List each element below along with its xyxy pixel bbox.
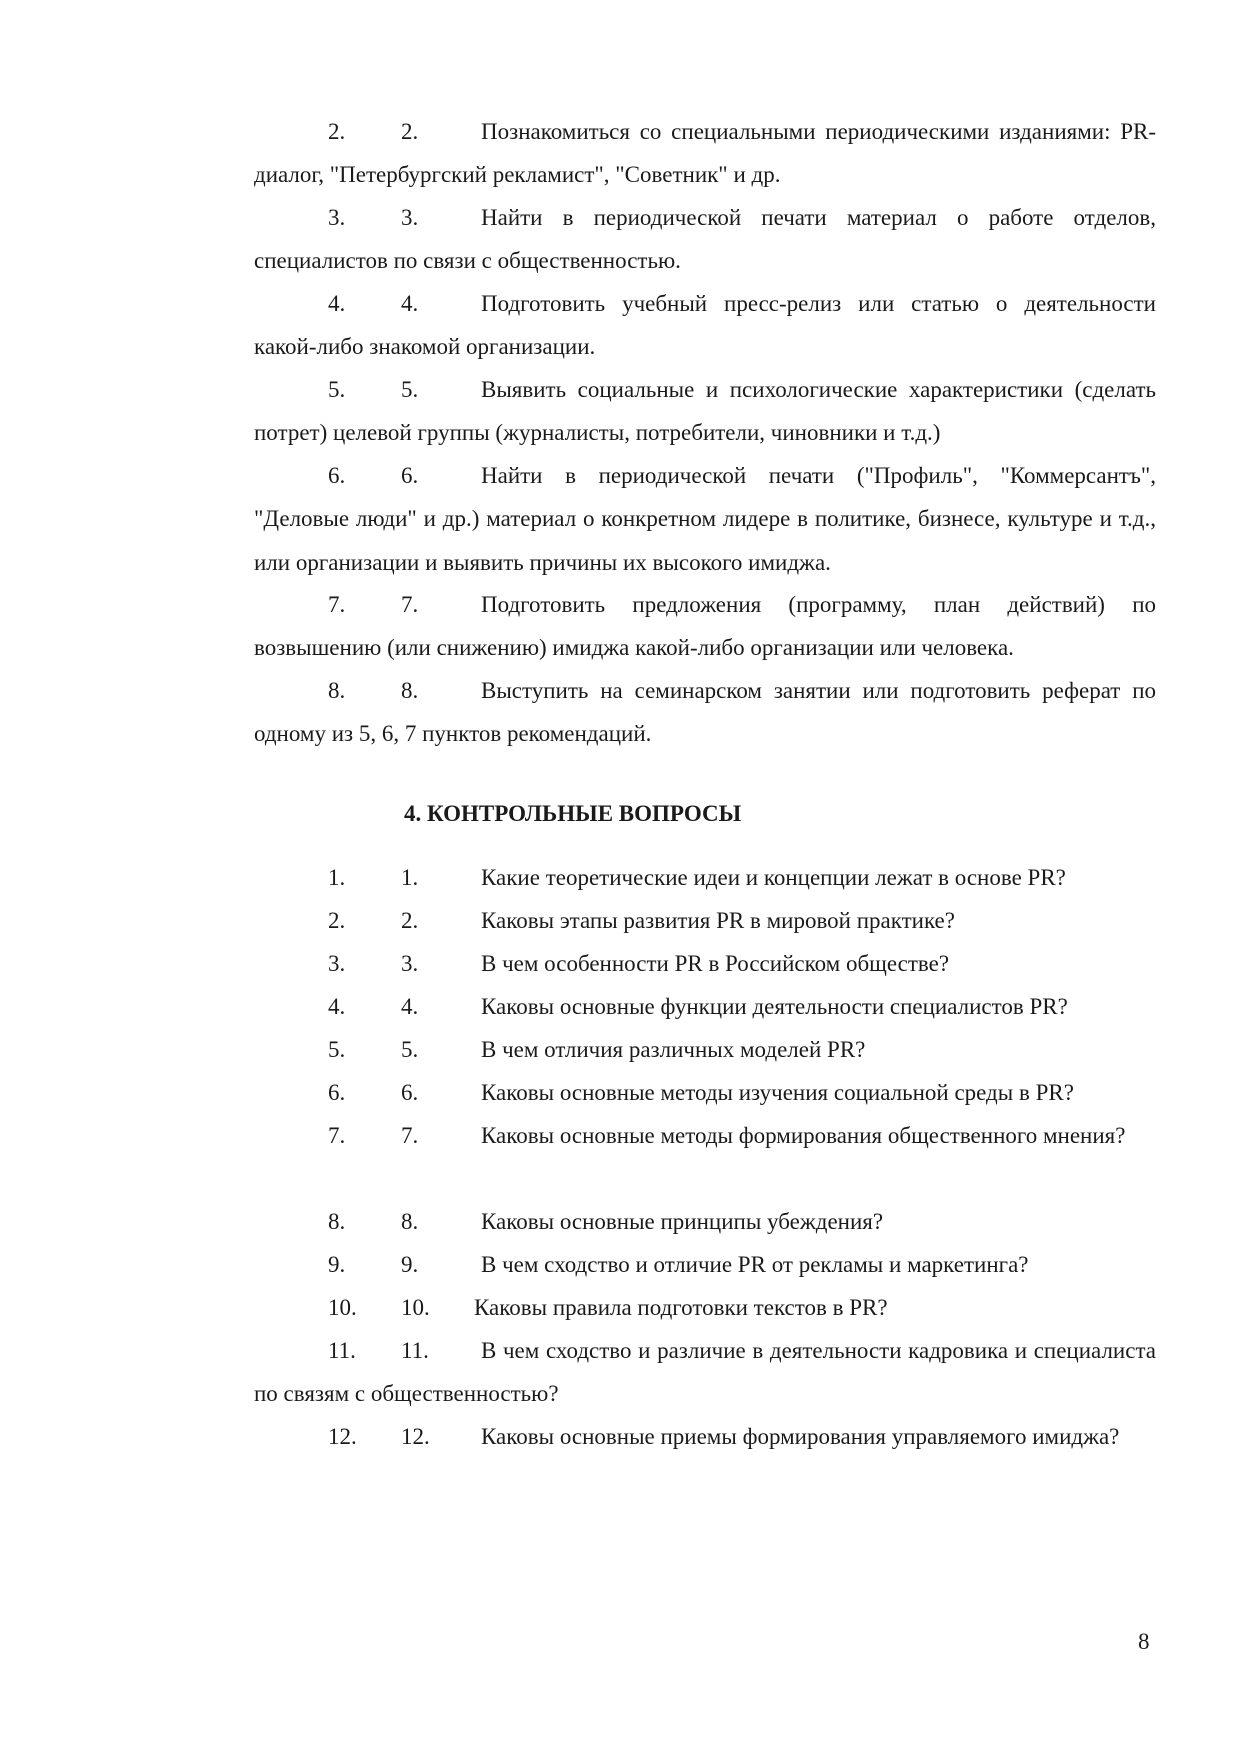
item-subnumber: 6. bbox=[401, 463, 419, 488]
item-number: 5. bbox=[328, 377, 346, 402]
item-text: Найти в периодической печати материал о работе отделов, специалистов по связи с общественностью. bbox=[254, 205, 1156, 274]
item-number: 4. bbox=[328, 291, 346, 316]
recommendation-item-8 bbox=[254, 669, 1156, 756]
item-text: В чем сходство и отличие PR от рекламы и маркетинга? bbox=[481, 1252, 1029, 1277]
item-text: Каковы основные приемы формирования управляемого имиджа? bbox=[481, 1424, 1120, 1449]
question-item-10 bbox=[254, 1286, 1156, 1329]
item-number: 8. bbox=[328, 678, 346, 703]
section-title: 4. КОНТРОЛЬНЫЕ ВОПРОСЫ bbox=[404, 801, 742, 826]
recommendation-item-4 bbox=[254, 282, 1156, 369]
item-text: Каковы правила подготовки текстов в PR? bbox=[474, 1295, 888, 1320]
item-number: 8. bbox=[328, 1209, 346, 1234]
item-text: Подготовить предложения (программу, план действий) по возвышению (или снижению) имиджа какой-либо организации или человека. bbox=[254, 592, 1156, 661]
item-subnumber: 3. bbox=[401, 951, 419, 976]
item-number: 2. bbox=[328, 119, 346, 144]
item-number: 3. bbox=[328, 951, 346, 976]
item-text: В чем особенности PR в Российском обществе? bbox=[481, 951, 950, 976]
item-text: В чем отличия различных моделей PR? bbox=[481, 1037, 866, 1062]
item-subnumber: 3. bbox=[401, 205, 419, 230]
item-subnumber: 4. bbox=[401, 994, 419, 1019]
item-number: 6. bbox=[328, 463, 346, 488]
question-item-6 bbox=[254, 1071, 1156, 1114]
item-subnumber: 1. bbox=[401, 865, 419, 890]
question-item-8 bbox=[254, 1200, 1156, 1243]
item-text: Каковы основные функции деятельности специалистов PR? bbox=[481, 994, 1068, 1019]
page-number: 8 bbox=[1138, 1629, 1150, 1654]
item-text: Найти в периодической печати ("Профиль", "Коммерсантъ", "Деловые люди" и др.) материал о конкретном лидере в политике, бизнесе, культуре и т.д., или организации и выявить причины их высокого имиджа. bbox=[254, 463, 1156, 575]
question-item-9 bbox=[254, 1243, 1156, 1286]
item-number: 11. bbox=[328, 1338, 356, 1363]
recommendation-item-7 bbox=[254, 583, 1156, 670]
item-subnumber: 10. bbox=[401, 1295, 430, 1320]
item-subnumber: 11. bbox=[401, 1338, 429, 1363]
item-number: 9. bbox=[328, 1252, 346, 1277]
item-number: 1. bbox=[328, 865, 346, 890]
item-number: 7. bbox=[328, 592, 346, 617]
question-item-3 bbox=[254, 942, 1156, 985]
item-subnumber: 5. bbox=[401, 1037, 419, 1062]
question-item-2 bbox=[254, 899, 1156, 942]
item-text: Каковы этапы развития PR в мировой практике? bbox=[481, 908, 955, 933]
item-text: Выявить социальные и психологические характеристики (сделать потрет) целевой группы (журналисты, потребители, чиновники и т.д.) bbox=[254, 377, 1156, 446]
item-number: 12. bbox=[328, 1424, 357, 1449]
item-subnumber: 6. bbox=[401, 1080, 419, 1105]
item-text: Познакомиться со специальными периодическими изданиями: PR-диалог, "Петербургский рекламист", "Советник" и др. bbox=[254, 119, 1156, 188]
item-number: 2. bbox=[328, 908, 346, 933]
item-subnumber: 7. bbox=[401, 1123, 419, 1148]
item-subnumber: 4. bbox=[401, 291, 419, 316]
item-subnumber: 9. bbox=[401, 1252, 419, 1277]
item-text: Каковы основные принципы убеждения? bbox=[481, 1209, 884, 1234]
recommendation-item-2 bbox=[254, 110, 1156, 197]
question-item-11 bbox=[254, 1329, 1156, 1416]
item-number: 5. bbox=[328, 1037, 346, 1062]
question-item-5 bbox=[254, 1028, 1156, 1071]
question-item-1 bbox=[254, 856, 1156, 899]
item-text: Каковы основные методы изучения социальной среды в PR? bbox=[481, 1080, 1074, 1105]
recommendation-item-6 bbox=[254, 454, 1156, 584]
question-item-4 bbox=[254, 985, 1156, 1028]
item-number: 6. bbox=[328, 1080, 346, 1105]
question-item-12 bbox=[254, 1415, 1156, 1458]
item-subnumber: 5. bbox=[401, 377, 419, 402]
item-number: 10. bbox=[328, 1295, 357, 1320]
question-item-7 bbox=[254, 1114, 1156, 1157]
item-subnumber: 7. bbox=[401, 592, 419, 617]
item-text: В чем сходство и различие в деятельности кадровика и специалиста по связям с общественностью? bbox=[254, 1338, 1156, 1407]
item-subnumber: 8. bbox=[401, 678, 419, 703]
item-text: Какие теоретические идеи и концепции лежат в основе PR? bbox=[481, 865, 1066, 890]
item-text: Каковы основные методы формирования общественного мнения? bbox=[481, 1123, 1126, 1148]
item-text: Подготовить учебный пресс-релиз или статью о деятельности какой-либо знакомой организации. bbox=[254, 291, 1156, 360]
item-subnumber: 2. bbox=[401, 119, 419, 144]
item-subnumber: 2. bbox=[401, 908, 419, 933]
item-subnumber: 8. bbox=[401, 1209, 419, 1234]
item-number: 3. bbox=[328, 205, 346, 230]
item-number: 7. bbox=[328, 1123, 346, 1148]
item-number: 4. bbox=[328, 994, 346, 1019]
recommendation-item-5 bbox=[254, 368, 1156, 455]
recommendation-item-3 bbox=[254, 196, 1156, 283]
item-subnumber: 12. bbox=[401, 1424, 430, 1449]
item-text: Выступить на семинарском занятии или подготовить реферат по одному из 5, 6, 7 пунктов рекомендаций. bbox=[254, 678, 1156, 747]
